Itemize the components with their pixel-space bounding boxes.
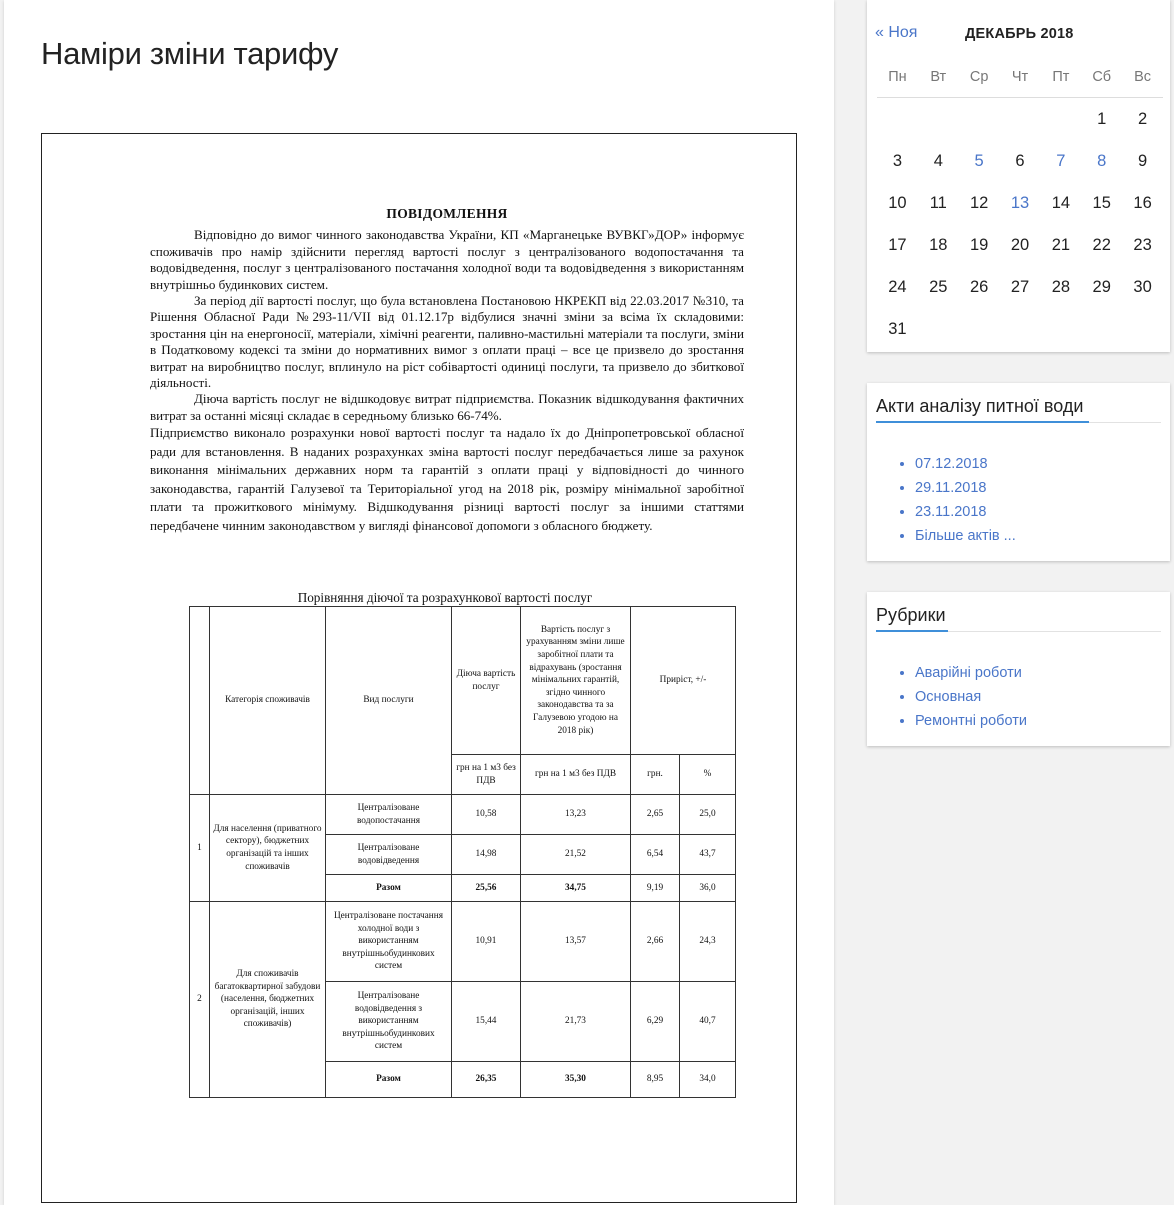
calendar-day-link[interactable]: 5 bbox=[974, 152, 984, 170]
calendar-day: 19 bbox=[969, 236, 989, 254]
rubrics-list bbox=[915, 661, 1027, 733]
value-cell: 40,7 bbox=[680, 982, 736, 1062]
notice-text bbox=[150, 206, 744, 535]
rubrics-widget bbox=[867, 592, 1170, 746]
calendar-empty-cell bbox=[1081, 308, 1122, 350]
weekday-label: Вс bbox=[1134, 69, 1152, 85]
calendar-days bbox=[877, 98, 1163, 350]
calendar-day: 27 bbox=[1010, 278, 1030, 296]
document-image bbox=[41, 133, 797, 1203]
weekday-label: Сб bbox=[1092, 69, 1112, 85]
calendar-day: 25 bbox=[929, 278, 948, 296]
value-cell: 14,98 bbox=[452, 835, 521, 875]
total-cell: 36,0 bbox=[680, 875, 736, 902]
calendar-week-row bbox=[877, 98, 1163, 140]
weekday-label: Ср bbox=[969, 69, 989, 85]
service-cell: Централізоване постачання холодної води з використанням внутрішньобудинкових систем bbox=[326, 902, 452, 982]
calendar-week-row bbox=[877, 140, 1163, 182]
calendar-empty-cell bbox=[1000, 308, 1041, 350]
value-cell: 13,57 bbox=[521, 902, 631, 982]
notice-paragraph: Підприємство виконало розрахунки нової вартості послуг та надало їх до Дніпропетровської обласної ради для встановлення. В наданих розрахунках зміна вартості послуг передбачається лише за рахунок виконання мінімальних державних норм та гарантій з оплати праці у відповідності до чинного законодавства, гарантій Галузевої та Територіальної угод на 2018 рік, розміру мінімальної заробітної плати та прожиткового мінімуму. Відшкодування різниці вартості послуг за іншими статтями передбачене чинним законодавством у вигляді фінансової допомоги з обласного бюджету. bbox=[150, 425, 744, 533]
calendar-day: 10 bbox=[888, 194, 907, 212]
calendar-week-row bbox=[877, 308, 1163, 350]
calendar-empty-cell bbox=[1040, 98, 1081, 140]
value-cell: 21,73 bbox=[521, 982, 631, 1062]
total-cell: 34,75 bbox=[521, 875, 631, 902]
act-link[interactable]: 07.12.2018 bbox=[915, 456, 988, 472]
main-content bbox=[4, 0, 834, 1205]
calendar-grid bbox=[877, 60, 1163, 350]
weekday-label: Вт bbox=[930, 69, 947, 85]
value-cell: 24,3 bbox=[680, 902, 736, 982]
group-number: 1 bbox=[190, 795, 210, 902]
page-title: Наміри зміни тарифу bbox=[41, 36, 339, 71]
value-cell: 2,65 bbox=[631, 795, 680, 835]
total-cell: 25,56 bbox=[452, 875, 521, 902]
notice-paragraph: Діюча вартість послуг не відшкодовує витрат підприємства. Показник відшкодування фактичних витрат за останні місяці складає в середньому близько 66-74%. bbox=[150, 391, 744, 423]
total-label: Разом bbox=[326, 875, 452, 902]
header-service: Вид послуги bbox=[326, 607, 452, 795]
list-item bbox=[915, 500, 1016, 524]
calendar-prev-month-link[interactable]: « Ноя bbox=[875, 24, 918, 41]
table-row bbox=[190, 902, 736, 982]
list-item bbox=[915, 685, 1027, 709]
value-cell: 6,29 bbox=[631, 982, 680, 1062]
value-cell: 25,0 bbox=[680, 795, 736, 835]
act-link[interactable]: 23.11.2018 bbox=[915, 504, 987, 520]
total-cell: 8,95 bbox=[631, 1062, 680, 1098]
calendar-day-link[interactable]: 13 bbox=[1010, 194, 1030, 212]
weekday-label: Чт bbox=[1011, 69, 1029, 85]
calendar-day: 1 bbox=[1097, 110, 1107, 128]
calendar-week-row bbox=[877, 182, 1163, 224]
calendar-empty-cell bbox=[1000, 98, 1041, 140]
calendar-day: 20 bbox=[1010, 236, 1030, 254]
total-cell: 26,35 bbox=[452, 1062, 521, 1098]
calendar-day: 21 bbox=[1051, 236, 1071, 254]
calendar-day: 15 bbox=[1092, 194, 1111, 212]
list-item bbox=[915, 524, 1016, 548]
header-calculated: Вартість послуг з урахуванням зміни лише заробітної плати та відрахувань (зростання мінімальних гарантій, згідно чинного законодавства та за Галузевою угодою на 2018 рік) bbox=[521, 607, 631, 755]
calendar-empty-cell bbox=[959, 98, 1000, 140]
notice-heading: ПОВІДОМЛЕННЯ bbox=[386, 206, 508, 221]
rubric-link[interactable]: Основная bbox=[915, 689, 982, 705]
calendar-empty-cell bbox=[877, 98, 918, 140]
calendar-day-link[interactable]: 8 bbox=[1097, 152, 1107, 170]
table-row bbox=[190, 795, 736, 835]
total-label: Разом bbox=[326, 1062, 452, 1098]
calendar-day: 31 bbox=[888, 320, 907, 338]
group-category: Для населення (приватного сектору), бюджетних організацій та інших споживачів bbox=[210, 795, 326, 902]
calendar-day: 18 bbox=[929, 236, 948, 254]
calendar-week-row bbox=[877, 266, 1163, 308]
tariff-comparison-table bbox=[189, 606, 736, 1098]
header-category: Категорія споживачів bbox=[210, 607, 326, 795]
rubric-link[interactable]: Ремонтні роботи bbox=[915, 713, 1027, 729]
list-item bbox=[915, 661, 1027, 685]
value-cell: 10,58 bbox=[452, 795, 521, 835]
value-cell: 15,44 bbox=[452, 982, 521, 1062]
value-cell: 10,91 bbox=[452, 902, 521, 982]
value-cell: 13,23 bbox=[521, 795, 631, 835]
calendar-day: 3 bbox=[892, 152, 903, 170]
calendar-day: 29 bbox=[1092, 278, 1111, 296]
value-cell: 21,52 bbox=[521, 835, 631, 875]
service-cell: Централізоване водовідведення bbox=[326, 835, 452, 875]
calendar-day: 9 bbox=[1137, 152, 1148, 170]
calendar-empty-cell bbox=[959, 308, 1000, 350]
value-cell: 6,54 bbox=[631, 835, 680, 875]
group-number: 2 bbox=[190, 902, 210, 1098]
header-unit: грн на 1 м3 без ПДВ bbox=[452, 755, 521, 795]
calendar-empty-cell bbox=[918, 308, 959, 350]
calendar-week-row bbox=[877, 224, 1163, 266]
group-category: Для споживачів багатоквартирної забудови (населення, бюджетних організацій, інших споживачів) bbox=[210, 902, 326, 1098]
header-unit: грн. bbox=[631, 755, 680, 795]
calendar-day: 14 bbox=[1051, 194, 1071, 212]
calendar-weekday-header bbox=[877, 60, 1163, 98]
more-acts-link[interactable]: Більше актів ... bbox=[915, 528, 1016, 544]
list-item bbox=[915, 709, 1027, 733]
calendar-day: 12 bbox=[969, 194, 989, 212]
table-caption: Порівняння діючої та розрахункової вартості послуг bbox=[297, 590, 593, 605]
total-cell: 35,30 bbox=[521, 1062, 631, 1098]
act-link[interactable]: 29.11.2018 bbox=[915, 480, 987, 496]
header-unit: грн на 1 м3 без ПДВ bbox=[521, 755, 631, 795]
calendar-day: 17 bbox=[888, 236, 907, 254]
calendar-month-title: ДЕКАБРЬ 2018 bbox=[965, 26, 1074, 42]
calendar-day: 24 bbox=[888, 278, 907, 296]
list-item bbox=[915, 476, 1016, 500]
list-item bbox=[915, 452, 1016, 476]
calendar-widget bbox=[867, 0, 1170, 352]
acts-widget-title: Акти аналізу питної води bbox=[876, 396, 1084, 416]
calendar-empty-cell bbox=[918, 98, 959, 140]
calendar-day: 16 bbox=[1133, 194, 1152, 212]
calendar-day: 2 bbox=[1137, 110, 1148, 128]
calendar-day: 6 bbox=[1015, 152, 1025, 170]
notice-paragraph: За період дії вартості послуг, що була встановлена Постановою НКРЕКП від 22.03.2017 №310, та Рішення Обласної Ради №293-11/VII від 01.12.17р відбулися значні зміни за всіма їх складовими: зростання цін на енергоносії, матеріали, хімічні реагенти, паливно-мастильні матеріали та послуги, зміни в Податковому кодексі та зміни до нормативних вимог з оплати праці – все це призвело до зростання витрат на виробництво послуг, вплинуло на ріст собівартості одиниці послуги, та призвело до збиткової діяльності. bbox=[150, 293, 744, 391]
value-cell: 2,66 bbox=[631, 902, 680, 982]
widget-title-accent bbox=[876, 630, 948, 632]
total-cell: 34,0 bbox=[680, 1062, 736, 1098]
calendar-day-link[interactable]: 7 bbox=[1056, 152, 1066, 170]
calendar-empty-cell bbox=[1122, 308, 1163, 350]
total-cell: 9,19 bbox=[631, 875, 680, 902]
acts-list bbox=[915, 452, 1016, 548]
widget-title-accent bbox=[876, 421, 1089, 423]
header-unit: % bbox=[680, 755, 736, 795]
header-number bbox=[190, 607, 210, 795]
calendar-day: 28 bbox=[1051, 278, 1071, 296]
header-current: Діюча вартість послуг bbox=[452, 607, 521, 755]
rubrics-widget-title: Рубрики bbox=[876, 605, 946, 625]
calendar-day: 11 bbox=[929, 194, 947, 212]
calendar-day: 22 bbox=[1092, 236, 1111, 254]
header-growth: Приріст, +/- bbox=[631, 607, 736, 755]
service-cell: Централізоване водовідведення з використанням внутрішньобудинкових систем bbox=[326, 982, 452, 1062]
calendar-day: 26 bbox=[969, 278, 989, 296]
weekday-label: Пт bbox=[1052, 69, 1070, 85]
calendar-day: 4 bbox=[933, 152, 943, 170]
service-cell: Централізоване водопостачання bbox=[326, 795, 452, 835]
acts-widget bbox=[867, 383, 1170, 561]
calendar-day: 30 bbox=[1133, 278, 1152, 296]
value-cell: 43,7 bbox=[680, 835, 736, 875]
weekday-label: Пн bbox=[888, 69, 907, 85]
calendar-day: 23 bbox=[1133, 236, 1152, 254]
notice-paragraph: Відповідно до вимог чинного законодавства України, КП «Марганецьке ВУВКГ»ДОР» інформує споживачів про намір здійснити перегляд вартості послуг з централізованого водопостачання та водовідведення, послуг з централізованого постачання холодної води та водовідведення з використанням внутрішньо будинкових систем. bbox=[150, 227, 744, 292]
calendar-empty-cell bbox=[1040, 308, 1081, 350]
rubric-link[interactable]: Аварійні роботи bbox=[915, 665, 1022, 681]
